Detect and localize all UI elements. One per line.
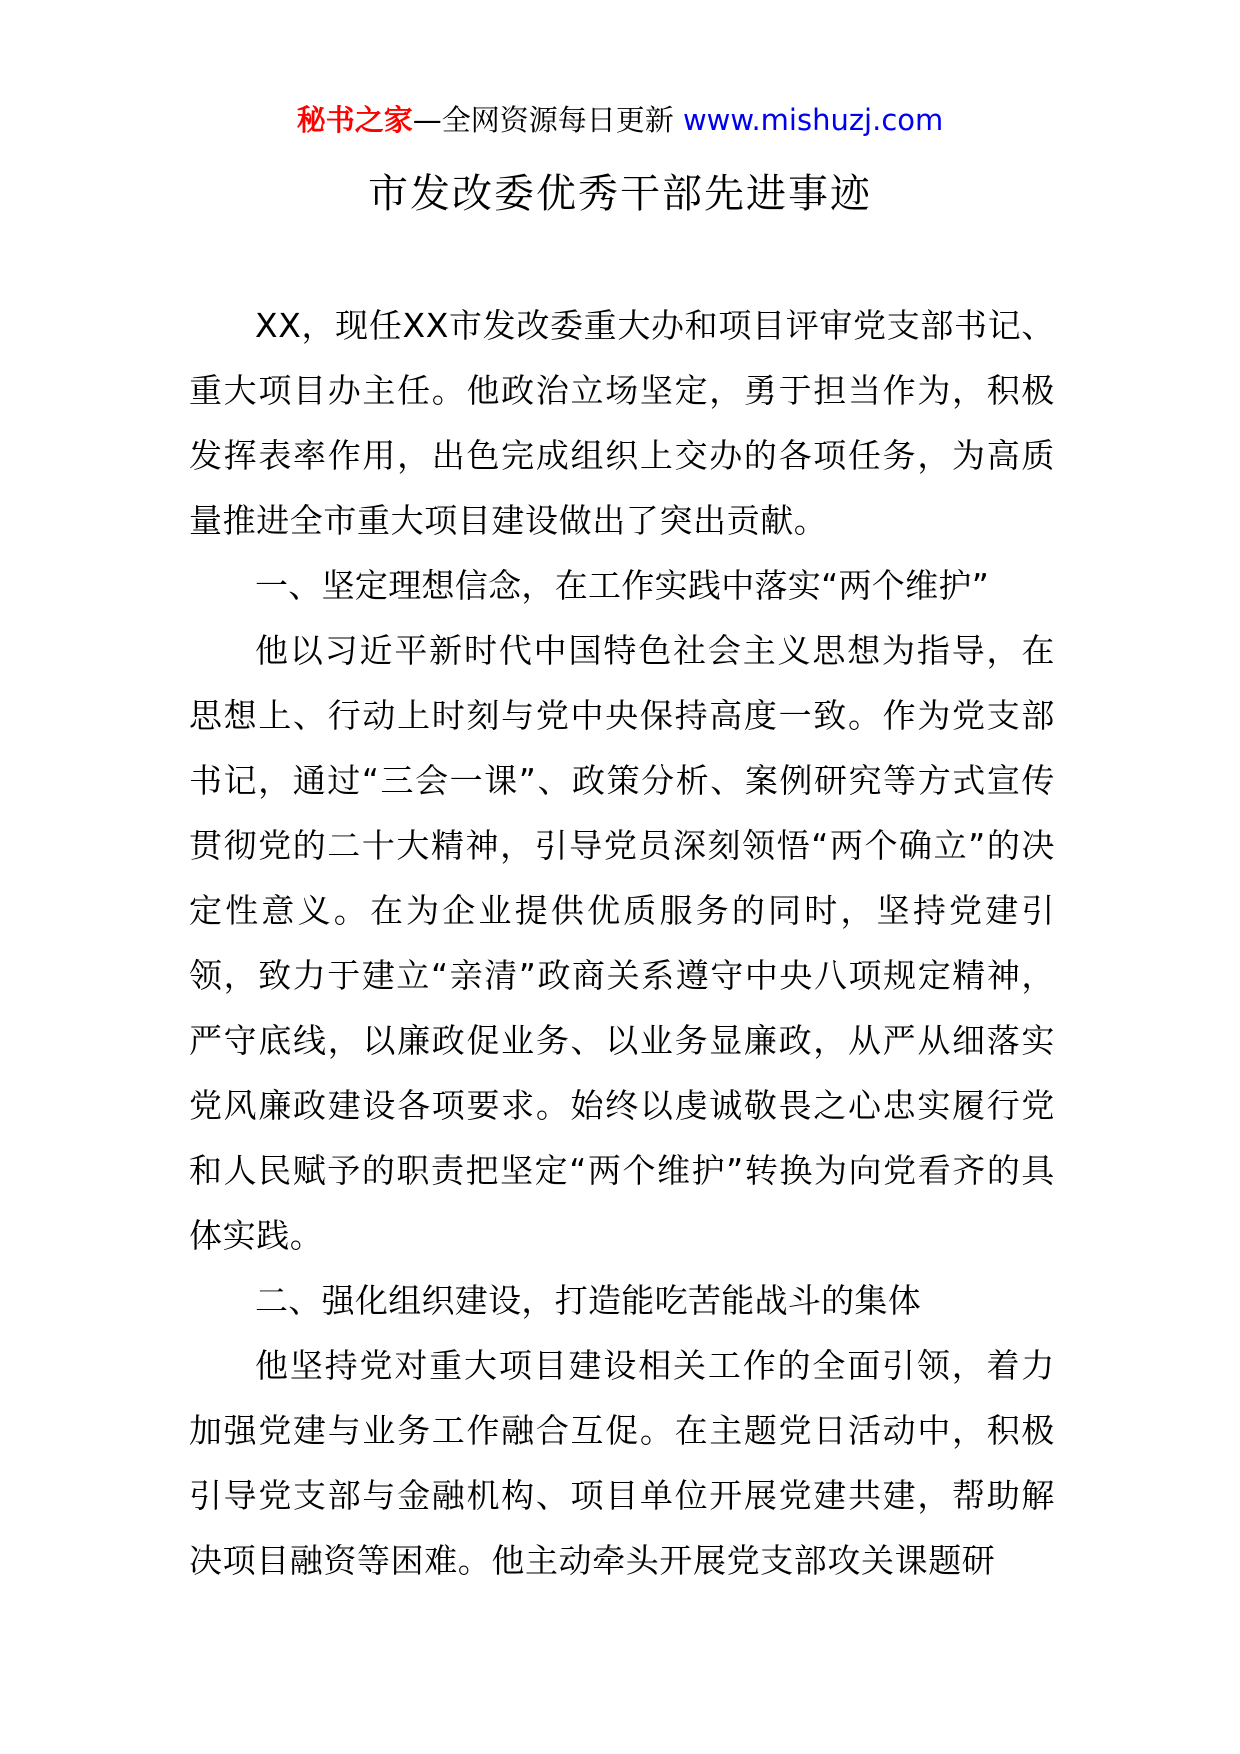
site-url-link[interactable]: www.mishuzj.com bbox=[682, 103, 944, 137]
document-title: 市发改委优秀干部先进事迹 bbox=[368, 171, 872, 217]
site-name: 秘书之家 bbox=[296, 103, 413, 137]
site-tagline: —全网资源每日更新 bbox=[412, 103, 674, 137]
site-header bbox=[0, 100, 1240, 140]
section-1-paragraph: 他以习近平新时代中国特色社会主义思想为指导，在思想上、行动上时刻与党中央保持高度一致。作为党支部书记，通过“三会一课”、政策分析、案例研究等方式宣传贯彻党的二十大精神，引导党员深刻领悟“两个确立”的决定性意义。在为企业提供优质服务的同时，坚持党建引领，致力于建立“亲清”政商关系遵守中央八项规定精神，严守底线，以廉政促业务、以业务显廉政，从严从细落实党风廉政建设各项要求。始终以虔诚敬畏之心忠实履行党和人民赋予的职责把坚定“两个维护”转换为向党看齐的具体实践。 bbox=[189, 631, 1055, 1255]
section-1-heading: 一、坚定理想信念，在工作实践中落实“两个维护” bbox=[255, 566, 990, 605]
document-body bbox=[189, 293, 1055, 1593]
section-2-paragraph: 他坚持党对重大项目建设相关工作的全面引领，着力加强党建与业务工作融合互促。在主题党日活动中，积极引导党支部与金融机构、项目单位开展党建共建，帮助解决项目融资等困难。他主动牵头开展党支部攻关课题研 bbox=[189, 1346, 1055, 1580]
intro-paragraph: XX，现任XX市发改委重大办和项目评审党支部书记、重大项目办主任。他政治立场坚定，勇于担当作为，积极发挥表率作用，出色完成组织上交办的各项任务，为高质量推进全市重大项目建设做出了突出贡献。 bbox=[189, 306, 1055, 540]
section-2-heading: 二、强化组织建设，打造能吃苦能战斗的集体 bbox=[255, 1281, 921, 1320]
